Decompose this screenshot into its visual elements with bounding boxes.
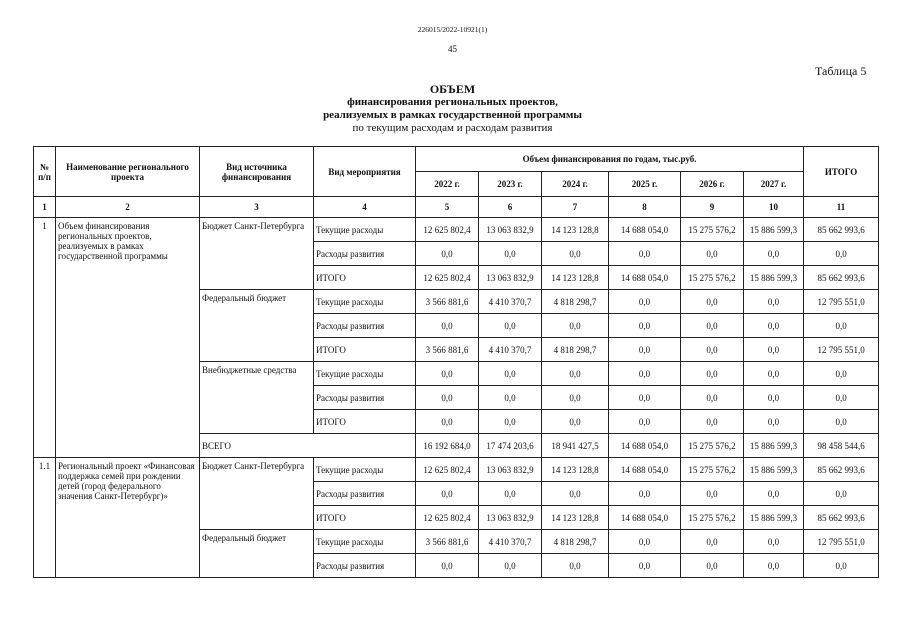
value-cell: 0,0: [479, 482, 542, 506]
total-cell: 0,0: [804, 362, 879, 386]
value-cell: 0,0: [479, 362, 542, 386]
col-number: 6: [479, 197, 542, 218]
table-row: [34, 458, 879, 482]
row-number: 1.1: [34, 458, 56, 578]
value-cell: 15 886 599,3: [744, 458, 804, 482]
header-source: Вид источника финансирования: [200, 147, 314, 197]
value-cell: 4 818 298,7: [542, 530, 609, 554]
table-label: Таблица 5: [815, 64, 867, 78]
title-line-3: реализуемых в рамках государственной программы: [323, 109, 582, 121]
total-cell: 0,0: [804, 482, 879, 506]
title-line-4: по текущим расходам и расходам развития: [352, 122, 553, 134]
value-cell: 0,0: [416, 242, 479, 266]
value-cell: 0,0: [542, 410, 609, 434]
header-volume: Объем финансирования по годам, тыс.руб.: [416, 147, 804, 172]
activity-name: Расходы развития: [314, 554, 416, 578]
value-cell: 0,0: [609, 530, 681, 554]
value-cell: 0,0: [479, 242, 542, 266]
value-cell: 0,0: [609, 554, 681, 578]
activity-name: ИТОГО: [314, 266, 416, 290]
table-row: [34, 218, 879, 242]
header-num: № п/п: [34, 147, 56, 197]
value-cell: 0,0: [542, 554, 609, 578]
value-cell: 0,0: [681, 314, 744, 338]
value-cell: 12 625 802,4: [416, 218, 479, 242]
total-cell: 0,0: [804, 386, 879, 410]
total-cell: 12 795 551,0: [804, 338, 879, 362]
value-cell: 14 123 128,8: [542, 458, 609, 482]
total-cell: 0,0: [804, 314, 879, 338]
activity-name: ИТОГО: [314, 410, 416, 434]
value-cell: 0,0: [416, 554, 479, 578]
grand-total-cell: 16 192 684,0: [416, 434, 479, 458]
header-year-2022: 2022 г.: [416, 172, 479, 197]
source-name: Бюджет Санкт-Петербурга: [200, 218, 314, 290]
value-cell: 0,0: [681, 530, 744, 554]
financing-table: [33, 146, 879, 578]
source-name: Федеральный бюджет: [200, 290, 314, 362]
value-cell: 13 063 832,9: [479, 266, 542, 290]
total-cell: 85 662 993,6: [804, 218, 879, 242]
value-cell: 15 886 599,3: [744, 266, 804, 290]
value-cell: 0,0: [681, 362, 744, 386]
activity-name: Расходы развития: [314, 386, 416, 410]
value-cell: 0,0: [744, 386, 804, 410]
value-cell: 14 688 054,0: [609, 458, 681, 482]
activity-name: Текущие расходы: [314, 362, 416, 386]
header-total: ИТОГО: [804, 147, 879, 197]
value-cell: 14 688 054,0: [609, 218, 681, 242]
total-cell: 0,0: [804, 242, 879, 266]
header-activity: Вид мероприятия: [314, 147, 416, 197]
value-cell: 0,0: [609, 410, 681, 434]
value-cell: 12 625 802,4: [416, 506, 479, 530]
col-number: 5: [416, 197, 479, 218]
value-cell: 14 123 128,8: [542, 506, 609, 530]
page-number: 45: [448, 44, 457, 54]
value-cell: 4 410 370,7: [479, 530, 542, 554]
activity-name: ИТОГО: [314, 338, 416, 362]
value-cell: 0,0: [609, 290, 681, 314]
value-cell: 3 566 881,6: [416, 530, 479, 554]
value-cell: 0,0: [609, 482, 681, 506]
total-cell: 0,0: [804, 554, 879, 578]
total-cell: 85 662 993,6: [804, 266, 879, 290]
value-cell: 3 566 881,6: [416, 290, 479, 314]
value-cell: 0,0: [479, 386, 542, 410]
grand-total-cell: 15 886 599,3: [744, 434, 804, 458]
header-year-2027: 2027 г.: [744, 172, 804, 197]
value-cell: 4 818 298,7: [542, 338, 609, 362]
row-number: 1: [34, 218, 56, 458]
value-cell: 0,0: [609, 362, 681, 386]
value-cell: 0,0: [416, 410, 479, 434]
value-cell: 13 063 832,9: [479, 218, 542, 242]
grand-total-cell: 18 941 427,5: [542, 434, 609, 458]
col-number: 3: [200, 197, 314, 218]
value-cell: 0,0: [681, 386, 744, 410]
value-cell: 14 688 054,0: [609, 266, 681, 290]
header-year-2023: 2023 г.: [479, 172, 542, 197]
table-title: [0, 82, 905, 135]
value-cell: 0,0: [542, 362, 609, 386]
value-cell: 0,0: [416, 482, 479, 506]
col-number: 11: [804, 197, 879, 218]
total-cell: 0,0: [804, 410, 879, 434]
value-cell: 15 275 576,2: [681, 218, 744, 242]
total-cell: 85 662 993,6: [804, 458, 879, 482]
activity-name: Текущие расходы: [314, 530, 416, 554]
value-cell: 4 410 370,7: [479, 338, 542, 362]
value-cell: 0,0: [416, 362, 479, 386]
value-cell: 0,0: [542, 314, 609, 338]
activity-name: Расходы развития: [314, 242, 416, 266]
total-cell: 12 795 551,0: [804, 290, 879, 314]
value-cell: 15 886 599,3: [744, 218, 804, 242]
value-cell: 12 625 802,4: [416, 266, 479, 290]
value-cell: 13 063 832,9: [479, 506, 542, 530]
value-cell: 0,0: [542, 386, 609, 410]
value-cell: 13 063 832,9: [479, 458, 542, 482]
title-line-1: ОБЪЕМ: [429, 82, 476, 96]
value-cell: 4 818 298,7: [542, 290, 609, 314]
document-number: 226015/2022-10921(1): [417, 25, 488, 34]
value-cell: 0,0: [479, 314, 542, 338]
value-cell: 0,0: [744, 362, 804, 386]
col-number: 7: [542, 197, 609, 218]
value-cell: 0,0: [744, 314, 804, 338]
project-name: Региональный проект «Финансовая поддержка семей при рождении детей (город федерального значения Санкт-Петербург)»: [56, 458, 200, 578]
value-cell: 0,0: [681, 554, 744, 578]
value-cell: 14 123 128,8: [542, 266, 609, 290]
value-cell: 0,0: [744, 410, 804, 434]
col-number: 8: [609, 197, 681, 218]
value-cell: 15 886 599,3: [744, 506, 804, 530]
activity-name: Текущие расходы: [314, 458, 416, 482]
value-cell: 0,0: [744, 530, 804, 554]
grand-total-cell: 15 275 576,2: [681, 434, 744, 458]
col-number: 1: [34, 197, 56, 218]
value-cell: 0,0: [744, 338, 804, 362]
header-project: Наименование регионального проекта: [56, 147, 200, 197]
value-cell: 0,0: [609, 338, 681, 362]
activity-name: ИТОГО: [314, 506, 416, 530]
value-cell: 0,0: [744, 554, 804, 578]
source-name: Федеральный бюджет: [200, 530, 314, 578]
col-number: 4: [314, 197, 416, 218]
value-cell: 4 410 370,7: [479, 290, 542, 314]
header-year-2025: 2025 г.: [609, 172, 681, 197]
value-cell: 15 275 576,2: [681, 266, 744, 290]
value-cell: 0,0: [681, 338, 744, 362]
value-cell: 0,0: [479, 554, 542, 578]
value-cell: 12 625 802,4: [416, 458, 479, 482]
col-number: 2: [56, 197, 200, 218]
value-cell: 0,0: [609, 242, 681, 266]
activity-name: Текущие расходы: [314, 290, 416, 314]
value-cell: 0,0: [542, 482, 609, 506]
value-cell: 3 566 881,6: [416, 338, 479, 362]
source-name: Внебюджетные средства: [200, 362, 314, 434]
col-number: 10: [744, 197, 804, 218]
grand-total-cell: 17 474 203,6: [479, 434, 542, 458]
activity-name: Расходы развития: [314, 314, 416, 338]
activity-name: Расходы развития: [314, 482, 416, 506]
value-cell: 14 123 128,8: [542, 218, 609, 242]
value-cell: 0,0: [542, 242, 609, 266]
header-year-2026: 2026 г.: [681, 172, 744, 197]
total-cell: 12 795 551,0: [804, 530, 879, 554]
value-cell: 15 275 576,2: [681, 506, 744, 530]
value-cell: 0,0: [681, 482, 744, 506]
total-cell: 85 662 993,6: [804, 506, 879, 530]
value-cell: 0,0: [609, 386, 681, 410]
value-cell: 0,0: [744, 242, 804, 266]
project-name: Объем финансирования региональных проектов, реализуемых в рамках государственной программы: [56, 218, 200, 458]
value-cell: 0,0: [609, 314, 681, 338]
value-cell: 15 275 576,2: [681, 458, 744, 482]
value-cell: 0,0: [681, 290, 744, 314]
grand-total-label: ВСЕГО: [200, 434, 416, 458]
value-cell: 0,0: [744, 290, 804, 314]
source-name: Бюджет Санкт-Петербурга: [200, 458, 314, 530]
grand-total-cell: 14 688 054,0: [609, 434, 681, 458]
header-year-2024: 2024 г.: [542, 172, 609, 197]
title-line-2: финансирования региональных проектов,: [347, 96, 558, 108]
activity-name: Текущие расходы: [314, 218, 416, 242]
value-cell: 0,0: [416, 314, 479, 338]
value-cell: 0,0: [479, 410, 542, 434]
value-cell: 0,0: [416, 386, 479, 410]
value-cell: 0,0: [681, 410, 744, 434]
grand-total-cell: 98 458 544,6: [804, 434, 879, 458]
col-number: 9: [681, 197, 744, 218]
value-cell: 0,0: [681, 242, 744, 266]
value-cell: 14 688 054,0: [609, 506, 681, 530]
value-cell: 0,0: [744, 482, 804, 506]
